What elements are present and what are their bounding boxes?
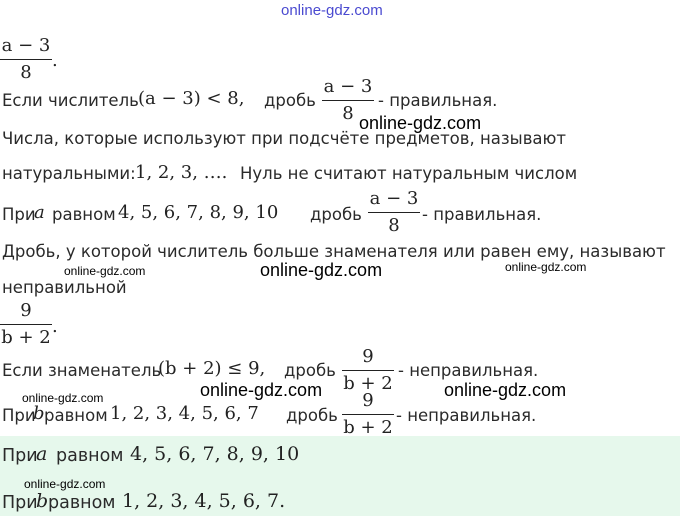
fraction-period: .	[52, 50, 58, 71]
watermark: online-gdz.com	[22, 391, 104, 405]
text-if-denominator: Если знаменатель	[2, 361, 162, 380]
answer-var-b: b	[36, 490, 49, 512]
watermark: online-gdz.com	[200, 380, 323, 400]
math-values-b: 1, 2, 3, 4, 5, 6, 7	[110, 403, 259, 424]
fraction-numerator: a − 3	[1, 35, 51, 56]
text-when: При	[2, 406, 36, 425]
text-when: При	[2, 205, 36, 224]
math-natural-sequence: 1, 2, 3, ….	[135, 162, 228, 183]
text-proper-2: - правильная.	[422, 205, 542, 224]
watermark-top: online-gdz.com	[281, 2, 383, 19]
answer-var-a: a	[36, 443, 48, 465]
text-equal: равном	[52, 205, 116, 224]
fraction-9-over-b-plus-2: 9 b + 2	[1, 300, 51, 348]
fraction-inline-b: 9 b + 2	[343, 346, 393, 394]
fraction-inline-a-2: a − 3 8	[369, 188, 419, 236]
answer-equal: равном	[48, 493, 116, 513]
text-natural-definition: Числа, которые используют при подсчёте предметов, называют	[2, 129, 567, 148]
watermark: online-gdz.com	[359, 113, 482, 133]
text-fraction-word: дробь	[310, 205, 362, 224]
answer-equal: равном	[56, 446, 124, 466]
watermark: online-gdz.com	[505, 260, 587, 274]
text-improper: - неправильная.	[398, 361, 539, 380]
answer-when: При	[2, 493, 38, 513]
watermark: online-gdz.com	[260, 260, 383, 280]
text-improper-2: - неправильная.	[396, 406, 537, 425]
math-var-b: b	[33, 403, 45, 424]
fraction-inline-b-2: 9 b + 2	[343, 390, 393, 438]
text-fraction-word: дробь	[284, 361, 336, 380]
text-fraction-word: дробь	[286, 406, 338, 425]
watermark: online-gdz.com	[444, 380, 567, 400]
text-improper-definition: Дробь, у которой числитель больше знаменателя или равен ему, называют	[2, 242, 666, 261]
watermark: online-gdz.com	[24, 477, 106, 491]
answer-values-b: 1, 2, 3, 4, 5, 6, 7.	[122, 490, 286, 512]
answer-values-a: 4, 5, 6, 7, 8, 9, 10	[130, 443, 300, 465]
fraction-a-minus-3-over-8	[0, 35, 52, 84]
math-inequality-b: (b + 2) ≤ 9,	[158, 358, 266, 379]
math-inequality-a: (a − 3) < 8,	[138, 88, 245, 109]
math-values-a: 4, 5, 6, 7, 8, 9, 10	[118, 202, 279, 223]
text-if-numerator: Если числитель	[2, 91, 139, 110]
watermark: online-gdz.com	[64, 264, 146, 278]
fraction-denominator: 8	[20, 62, 32, 83]
answer-when: При	[2, 446, 38, 466]
math-var-a: a	[34, 202, 45, 223]
text-proper: - правильная.	[378, 91, 498, 110]
text-natural-label: натуральными:	[2, 164, 136, 183]
text-improper-word: неправильной	[2, 278, 127, 297]
text-fraction-word: дробь	[264, 91, 316, 110]
text-zero-not-natural: Нуль не считают натуральным числом	[240, 164, 578, 183]
fraction-period: .	[52, 316, 58, 337]
text-equal: равном	[44, 406, 108, 425]
fraction-inline-a: a − 3 8	[323, 76, 373, 124]
